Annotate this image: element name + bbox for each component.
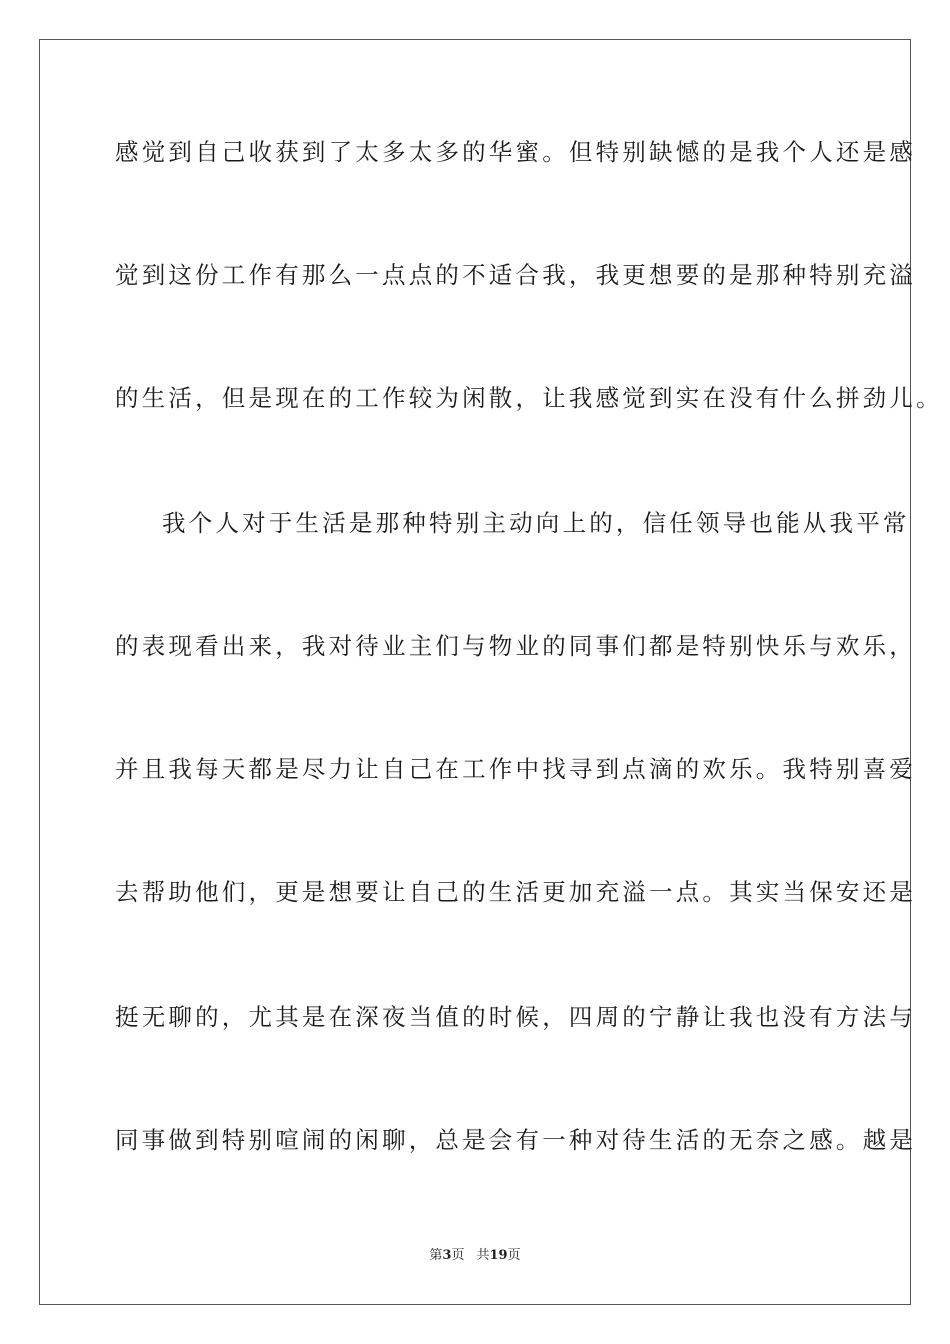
total-suffix: 页 <box>507 1248 521 1263</box>
page-suffix: 页 <box>451 1248 465 1263</box>
page-footer <box>0 1248 950 1264</box>
body-line-4-paragraph-start: 我个人对于生活是那种特别主动向上的，信任领导也能从我平常 <box>162 509 910 537</box>
page-border <box>39 39 943 1305</box>
body-line-1: 感觉到自己收获到了太多太多的华蜜。但特别缺憾的是我个人还是感 <box>115 138 916 166</box>
body-line-5: 的表现看出来，我对待业主们与物业的同事们都是特别快乐与欢乐， <box>115 632 916 660</box>
total-prefix: 共 <box>476 1248 490 1263</box>
body-line-6: 并且我每天都是尽力让自己在工作中找寻到点滴的欢乐。我特别喜爱 <box>115 755 916 783</box>
body-line-9: 同事做到特别喧闹的闲聊，总是会有一种对待生活的无奈之感。越是 <box>115 1126 916 1154</box>
body-line-2: 觉到这份工作有那么一点点的不适合我，我更想要的是那种特别充溢 <box>115 261 916 289</box>
body-line-8: 挺无聊的，尤其是在深夜当值的时候，四周的宁静让我也没有方法与 <box>115 1003 916 1031</box>
page-prefix: 第 <box>429 1248 443 1263</box>
body-line-7: 去帮助他们，更是想要让自己的生活更加充溢一点。其实当保安还是 <box>115 878 916 906</box>
body-line-3: 的生活，但是现在的工作较为闲散，让我感觉到实在没有什么拼劲儿。 <box>115 384 943 412</box>
total-pages: 19 <box>489 1248 508 1263</box>
page-number: 3 <box>442 1248 452 1263</box>
